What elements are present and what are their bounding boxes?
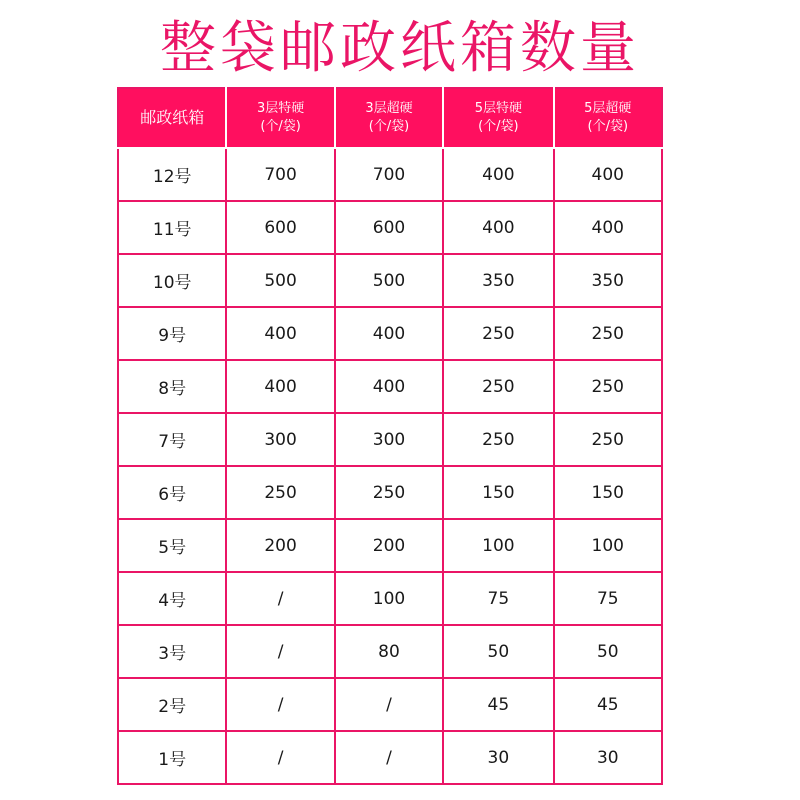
table-row	[118, 254, 662, 307]
table-cell: /	[335, 731, 443, 784]
column-header-type: 5层特硬	[474, 101, 522, 116]
table-cell: 400	[335, 307, 443, 360]
row-label: 11号	[118, 201, 226, 254]
table-row	[118, 466, 662, 519]
table-row	[118, 360, 662, 413]
row-label: 10号	[118, 254, 226, 307]
table-cell: 400	[443, 148, 553, 201]
table-body	[118, 148, 662, 784]
table-cell: /	[335, 678, 443, 731]
row-label: 5号	[118, 519, 226, 572]
row-label: 9号	[118, 307, 226, 360]
table-cell: 250	[443, 413, 553, 466]
table-cell: 350	[554, 254, 662, 307]
table-cell: 250	[226, 466, 334, 519]
column-header	[554, 88, 662, 148]
row-label: 2号	[118, 678, 226, 731]
table-cell: 400	[226, 307, 334, 360]
table-row	[118, 678, 662, 731]
row-label: 6号	[118, 466, 226, 519]
table-cell: 400	[335, 360, 443, 413]
table-cell: 300	[226, 413, 334, 466]
corner-header: 邮政纸箱	[118, 88, 226, 148]
page-title: 整袋邮政纸箱数量	[160, 16, 640, 81]
table-cell: 50	[554, 625, 662, 678]
table-header	[118, 88, 662, 148]
column-header-unit: (个/袋)	[368, 119, 410, 134]
table-cell: 250	[554, 307, 662, 360]
table-cell: 45	[443, 678, 553, 731]
row-label: 3号	[118, 625, 226, 678]
table-cell: 700	[226, 148, 334, 201]
table-cell: /	[226, 625, 334, 678]
table-cell: 45	[554, 678, 662, 731]
row-label: 8号	[118, 360, 226, 413]
table-cell: 350	[443, 254, 553, 307]
table-cell: 500	[226, 254, 334, 307]
table-row	[118, 201, 662, 254]
table-cell: 100	[335, 572, 443, 625]
column-header-type: 3层超硬	[365, 101, 413, 116]
table-cell: /	[226, 678, 334, 731]
table-cell: 75	[554, 572, 662, 625]
column-header	[443, 88, 553, 148]
table-cell: 400	[226, 360, 334, 413]
table-cell: 250	[443, 360, 553, 413]
column-header-type: 3层特硬	[256, 101, 305, 116]
table-cell: 200	[226, 519, 334, 572]
table-row	[118, 572, 662, 625]
table-row	[118, 148, 662, 201]
column-header-unit: (个/袋)	[587, 119, 629, 134]
table-row	[118, 413, 662, 466]
column-header	[335, 88, 443, 148]
row-label: 1号	[118, 731, 226, 784]
row-label: 4号	[118, 572, 226, 625]
table-cell: 600	[335, 201, 443, 254]
table-cell: 700	[335, 148, 443, 201]
table-cell: 250	[554, 360, 662, 413]
table-cell: 200	[335, 519, 443, 572]
header-row	[118, 88, 662, 148]
table-cell: 100	[554, 519, 662, 572]
column-header	[226, 88, 334, 148]
table-row	[118, 731, 662, 784]
table-cell: /	[226, 731, 334, 784]
row-label: 12号	[118, 148, 226, 201]
table-row	[118, 625, 662, 678]
table-cell: 600	[226, 201, 334, 254]
table-cell: 50	[443, 625, 553, 678]
column-header-unit: (个/袋)	[478, 119, 519, 134]
table-cell: 250	[443, 307, 553, 360]
box-quantity-table	[117, 87, 663, 785]
row-label: 7号	[118, 413, 226, 466]
table-row	[118, 519, 662, 572]
table-cell: 30	[443, 731, 553, 784]
table-cell: 30	[554, 731, 662, 784]
table-cell: 500	[335, 254, 443, 307]
table-cell: 80	[335, 625, 443, 678]
table-cell: 250	[335, 466, 443, 519]
table-cell: 150	[443, 466, 553, 519]
column-header-unit: (个/袋)	[260, 119, 301, 134]
table-cell: /	[226, 572, 334, 625]
table-cell: 300	[335, 413, 443, 466]
column-header-type: 5层超硬	[584, 101, 632, 116]
table-cell: 100	[443, 519, 553, 572]
table-cell: 400	[443, 201, 553, 254]
table-row	[118, 307, 662, 360]
table-cell: 250	[554, 413, 662, 466]
table-cell: 400	[554, 148, 662, 201]
table-cell: 400	[554, 201, 662, 254]
table-cell: 75	[443, 572, 553, 625]
table-cell: 150	[554, 466, 662, 519]
